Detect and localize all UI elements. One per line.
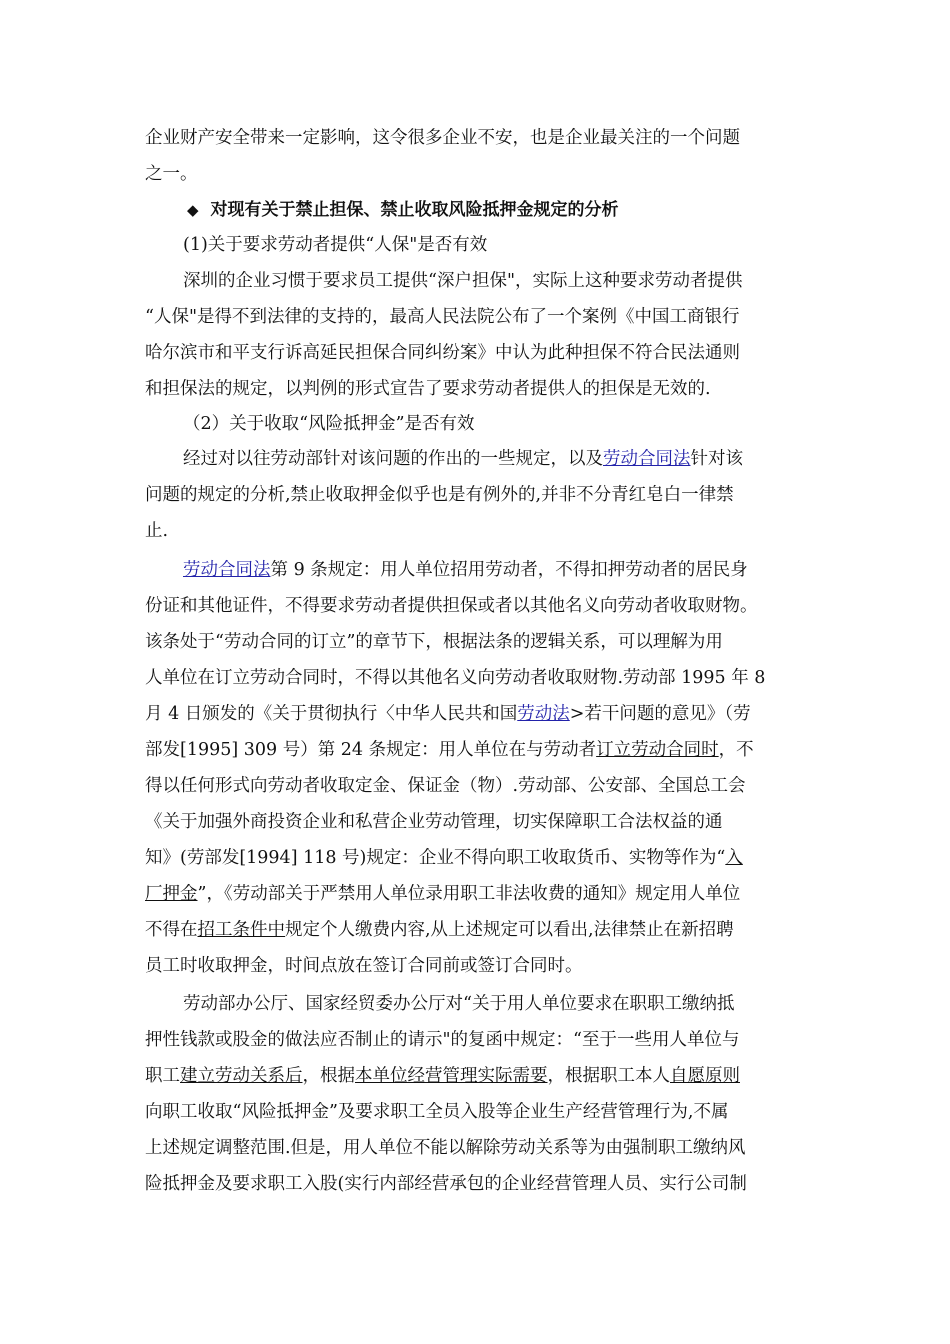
text-line — [145, 1099, 728, 1125]
underlined-term: 招工条件中 — [197, 920, 285, 940]
text-run: 问题的规定的分析,禁止收取押金似乎也是有例外的,并非不分青红皂白一律禁 — [145, 485, 734, 505]
text-run: 部发[1995] 309 号）第 24 条规定：用人单位在与劳动者 — [145, 740, 597, 760]
text-run: >若干问题的意见》（劳 — [569, 704, 751, 724]
text-line — [183, 268, 743, 294]
text-run: 该条处于“劳动合同的订立”的章节下，根据法条的逻辑关系，可以理解为用 — [145, 632, 723, 652]
text-line — [145, 1135, 746, 1161]
text-run: 险抵押金及要求职工入股(实行内部经营承包的企业经营管理人员、实行公司制 — [145, 1174, 747, 1194]
text-run: 劳动部办公厅、国家经贸委办公厅对“关于用人单位要求在职职工缴纳抵 — [183, 994, 735, 1014]
text-run: 针对该 — [690, 449, 743, 469]
text-line — [145, 376, 711, 402]
text-run: 不得在 — [145, 920, 198, 940]
law-link[interactable]: 劳动法 — [517, 704, 570, 724]
law-link[interactable]: 劳动合同法 — [603, 449, 691, 469]
underlined-term: 入 — [725, 848, 743, 868]
text-line — [145, 482, 734, 508]
underlined-term: 本单位经营管理实际需要 — [355, 1066, 548, 1086]
bullet-diamond-icon: ◆ — [187, 201, 199, 219]
underlined-term: 订立劳动合同时 — [596, 740, 719, 760]
text-line — [145, 953, 583, 979]
underlined-term: 自愿原则 — [670, 1066, 740, 1086]
text-line — [183, 232, 487, 258]
text-run: 对现有关于禁止担保、禁止收取风险抵押金规定的分析 — [210, 200, 619, 220]
text-line — [145, 593, 758, 619]
text-run: 和担保法的规定，以判例的形式宣告了要求劳动者提供人的担保是无效的. — [145, 379, 711, 399]
text-run: 止. — [145, 521, 169, 541]
text-run: 得以任何形式向劳动者收取定金、保证金（物）.劳动部、公安部、全国总工会 — [145, 776, 746, 796]
text-run: ，不 — [718, 740, 754, 760]
text-line — [145, 125, 740, 151]
text-run: 《关于加强外商投资企业和私营企业劳动管理，切实保障职工合法权益的通 — [145, 812, 723, 832]
text-run: (1)关于要求劳动者提供“人保"是否有效 — [183, 235, 488, 255]
text-line — [145, 518, 168, 544]
text-run: 份证和其他证件，不得要求劳动者提供担保或者以其他名义向劳动者收取财物。 — [145, 596, 758, 616]
text-line — [145, 917, 734, 943]
text-run: 押性钱款或股金的做法应否制止的请示"的复函中规定：“至于一些用人单位与 — [145, 1030, 740, 1050]
text-run: 哈尔滨市和平支行诉高延民担保合同纠纷案》中认为此种担保不符合民法通则 — [145, 343, 740, 363]
text-line — [183, 991, 734, 1017]
text-run: 知》(劳部发[1994] 118 号)规定：企业不得向职工收取货币、实物等作为“ — [145, 848, 726, 868]
text-line — [145, 1027, 740, 1053]
text-line — [183, 557, 748, 583]
text-line — [183, 446, 743, 472]
text-run: 企业财产安全带来一定影响，这令很多企业不安，也是企业最关注的一个问题 — [145, 128, 740, 148]
text-line — [145, 1171, 747, 1197]
law-link[interactable]: 劳动合同法 — [183, 560, 271, 580]
text-run: （2）关于收取“风险抵押金”是否有效 — [183, 414, 475, 434]
text-run: 职工 — [145, 1066, 180, 1086]
text-run: 第 9 条规定：用人单位招用劳动者，不得扣押劳动者的居民身 — [270, 560, 748, 580]
text-run: 月 4 日颁发的《关于贯彻执行〈中华人民共和国 — [145, 704, 518, 724]
text-line — [145, 809, 723, 835]
text-line — [145, 773, 746, 799]
text-line — [145, 304, 740, 330]
text-run: ，根据 — [302, 1066, 355, 1086]
text-run: 员工时收取押金，时间点放在签订合同前或签订合同时。 — [145, 956, 583, 976]
underlined-term: 厂押金 — [145, 884, 198, 904]
text-line — [145, 629, 723, 655]
text-run: 上述规定调整范围.但是，用人单位不能以解除劳动关系等为由强制职工缴纳风 — [145, 1138, 746, 1158]
text-run: “人保"是得不到法律的支持的，最高人民法院公布了一个案例《中国工商银行 — [145, 307, 740, 327]
text-run: 规定个人缴费内容,从上述规定可以看出,法律禁止在新招聘 — [285, 920, 734, 940]
text-run: ”，《劳动部关于严禁用人单位录用职工非法收费的通知》规定用人单位 — [197, 884, 741, 904]
text-line — [145, 845, 743, 871]
text-line — [145, 701, 751, 727]
text-line — [145, 1063, 740, 1089]
text-run: 深圳的企业习惯于要求员工提供“深户担保"，实际上这种要求劳动者提供 — [183, 271, 743, 291]
text-run: 向职工收取“风险抵押金”及要求职工全员入股等企业生产经营管理行为,不属 — [145, 1102, 729, 1122]
section-heading — [187, 197, 619, 223]
underlined-term: 建立劳动关系后 — [180, 1066, 303, 1086]
text-line — [145, 665, 765, 691]
text-run: ，根据职工本人 — [547, 1066, 670, 1086]
text-line — [145, 737, 754, 763]
text-run: 经过对以往劳动部针对该问题的作出的一些规定，以及 — [183, 449, 603, 469]
text-line — [145, 161, 198, 187]
text-line — [145, 340, 740, 366]
text-line — [183, 411, 475, 437]
text-run: 之一。 — [145, 164, 198, 184]
text-run: 人单位在订立劳动合同时，不得以其他名义向劳动者收取财物.劳动部 1995 年 8 — [145, 668, 766, 688]
text-line — [145, 881, 740, 907]
